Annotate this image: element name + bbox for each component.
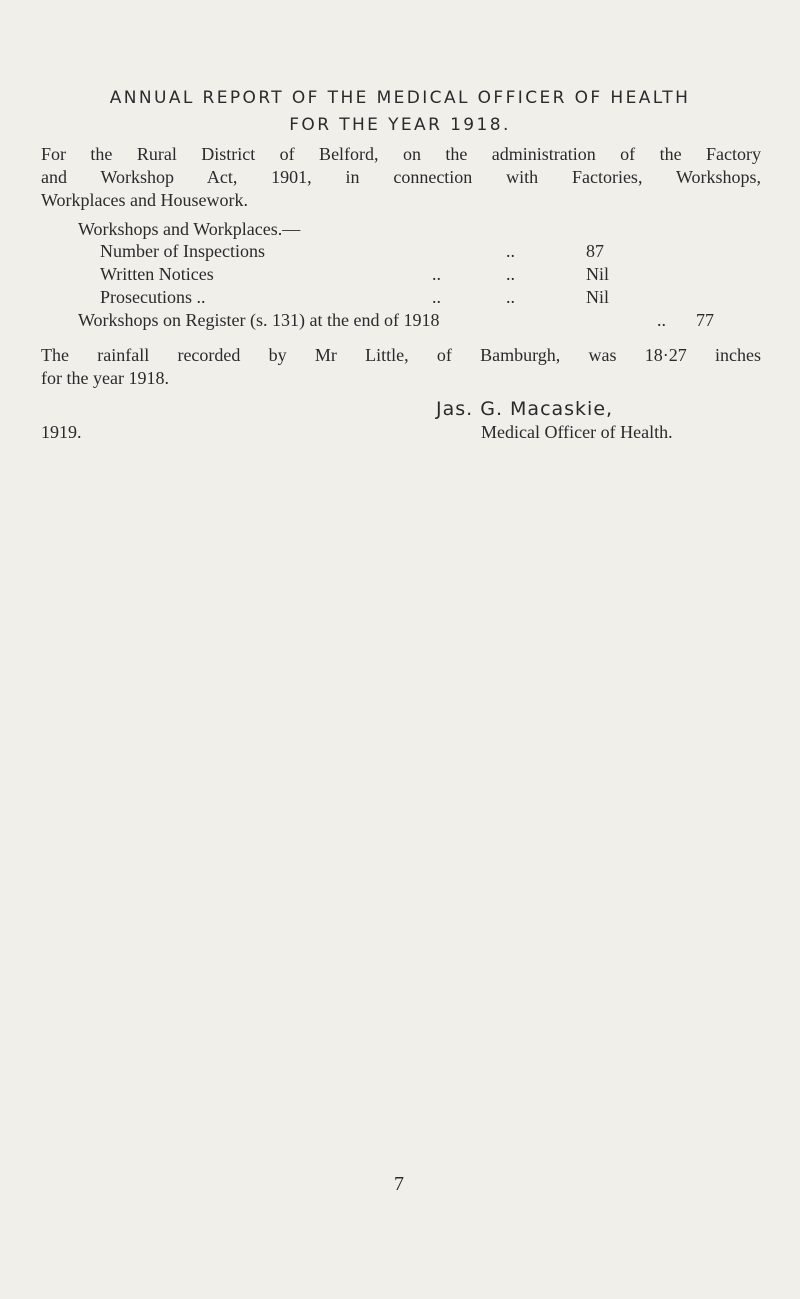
stat-value: 87 bbox=[586, 241, 604, 261]
report-subtitle: FOR THE YEAR 1918. bbox=[289, 115, 511, 135]
leader-dots: .. bbox=[657, 310, 666, 330]
stat-label: Written Notices bbox=[100, 264, 214, 284]
leader-dots: .. bbox=[506, 241, 515, 261]
stat-row-prosecutions bbox=[100, 286, 640, 308]
page-number: 7 bbox=[394, 1173, 404, 1195]
workshops-heading: Workshops and Workplaces.— bbox=[78, 219, 301, 239]
signature-name: Jas. G. Macaskie, bbox=[436, 398, 614, 420]
register-row bbox=[78, 309, 718, 331]
rainfall-line-2: for the year 1918. bbox=[41, 368, 169, 388]
stat-value: Nil bbox=[586, 264, 610, 284]
signature-title: Medical Officer of Health. bbox=[481, 422, 673, 442]
leader-dots: .. bbox=[506, 264, 515, 284]
leader-dots: .. bbox=[432, 264, 441, 284]
stat-label: Number of Inspections bbox=[100, 241, 265, 261]
leader-dots: .. bbox=[506, 287, 515, 307]
stat-row-written-notices bbox=[100, 263, 640, 285]
report-title: ANNUAL REPORT OF THE MEDICAL OFFICER OF HEALTH bbox=[109, 88, 691, 108]
rainfall-paragraph bbox=[41, 344, 761, 390]
stat-value: Nil bbox=[586, 287, 610, 307]
register-label: Workshops on Register (s. 131) at the end of 1918 bbox=[78, 310, 440, 330]
intro-paragraph bbox=[41, 143, 761, 212]
intro-line-2: and Workshop Act, 1901, in connection with Factories, Workshops, bbox=[41, 167, 761, 187]
stat-label: Prosecutions .. bbox=[100, 287, 206, 307]
intro-line-3: Workplaces and Housework. bbox=[41, 190, 248, 210]
stat-row-inspections bbox=[100, 240, 640, 262]
register-value: 77 bbox=[696, 310, 714, 330]
leader-dots: .. bbox=[432, 287, 441, 307]
rainfall-line-1: The rainfall recorded by Mr Little, of Bamburgh, was 18·27 inches bbox=[41, 345, 761, 365]
intro-line-1: For the Rural District of Belford, on the administration of the Factory bbox=[41, 144, 761, 164]
signature-year: 1919. bbox=[41, 422, 82, 442]
